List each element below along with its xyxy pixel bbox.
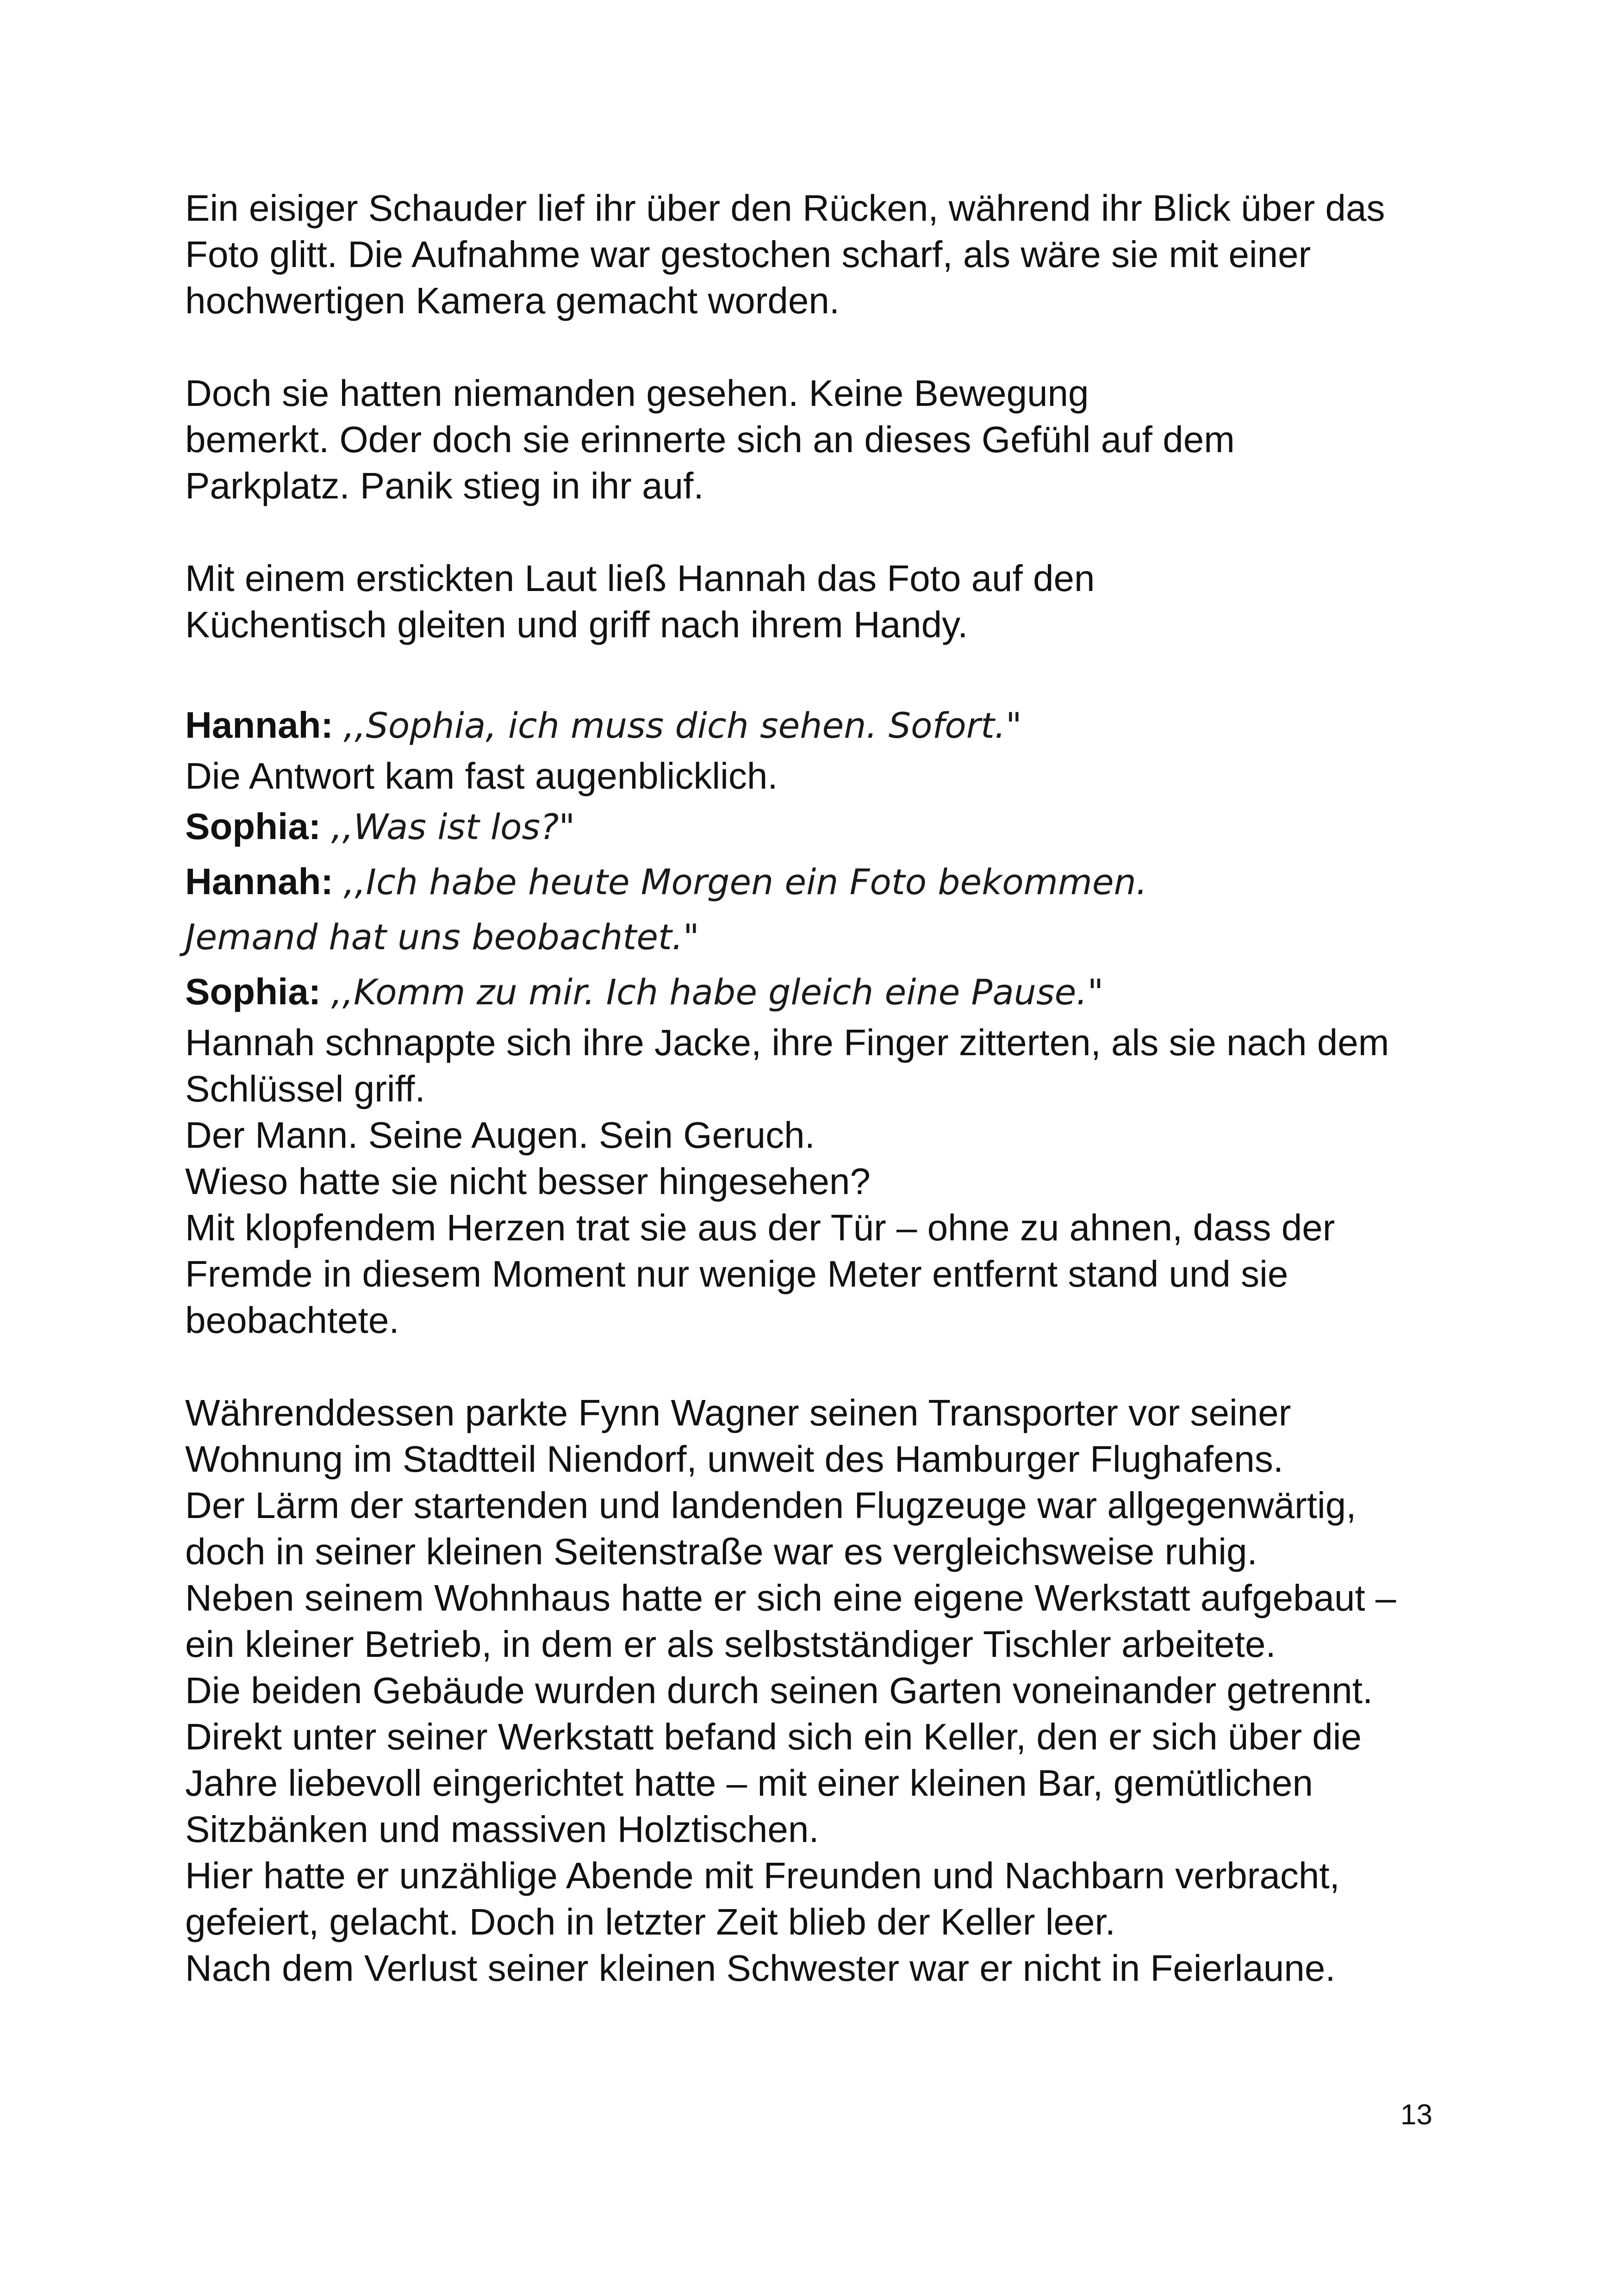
text-line: Mit klopfendem Herzen trat sie aus der Tür – ohne zu ahnen, dass der — [185, 1207, 1335, 1248]
dialogue-line-sophia-1 — [185, 799, 1462, 854]
speaker-name: Hannah: — [185, 704, 333, 746]
text-line: Die beiden Gebäude wurden durch seinen Garten voneinander getrennt. — [185, 1670, 1373, 1711]
narration-line: Die Antwort kam fast augenblicklich. — [185, 755, 778, 796]
text-line: Jahre liebevoll eingerichtet hatte – mit einer kleinen Bar, gemütlichen — [185, 1762, 1313, 1804]
text-line: Schlüssel griff. — [185, 1068, 425, 1109]
text-line: Direkt unter seiner Werkstatt befand sich ein Keller, den er sich über die — [185, 1716, 1362, 1757]
text-line: Doch sie hatten niemanden gesehen. Keine Bewegung — [185, 373, 1089, 414]
text-line: Hannah schnappte sich ihre Jacke, ihre Finger zitterten, als sie nach dem — [185, 1022, 1389, 1063]
text-line: beobachtete. — [185, 1300, 399, 1341]
message-text: ,,Komm zu mir. Ich habe gleich eine Pause." — [331, 971, 1104, 1013]
message-text: ,,Ich habe heute Morgen ein Foto bekommen. — [343, 861, 1147, 902]
text-line: Parkplatz. Panik stieg in ihr auf. — [185, 465, 704, 506]
speaker-name: Sophia: — [185, 806, 321, 847]
text-line: Der Mann. Seine Augen. Sein Geruch. — [185, 1114, 815, 1156]
message-text: Jemand hat uns beobachtet." — [185, 916, 699, 958]
speaker-name: Sophia: — [185, 971, 321, 1012]
text-line: Ein eisiger Schauder lief ihr über den Rücken, während ihr Blick über das — [185, 187, 1385, 229]
speaker-name: Hannah: — [185, 861, 333, 902]
text-line: Küchentisch gleiten und griff nach ihrem Handy. — [185, 604, 968, 645]
text-line: doch in seiner kleinen Seitenstraße war es vergleichsweise ruhig. — [185, 1531, 1257, 1572]
text-line: Nach dem Verlust seiner kleinen Schwester war er nicht in Feierlaune. — [185, 1948, 1336, 1989]
text-line: Mit einem erstickten Laut ließ Hannah das Foto auf den — [185, 558, 1095, 599]
page-number: 13 — [1400, 2099, 1432, 2131]
text-line: gefeiert, gelacht. Doch in letzter Zeit blieb der Keller leer. — [185, 1901, 1115, 1942]
message-text: ,,Sophia, ich muss dich sehen. Sofort." — [343, 705, 1022, 746]
text-line: hochwertigen Kamera gemacht worden. — [185, 280, 840, 321]
text-line: Der Lärm der startenden und landenden Flugzeuge war allgegenwärtig, — [185, 1485, 1357, 1526]
paragraph-gap — [185, 648, 1462, 698]
text-line: ein kleiner Betrieb, in dem er als selbstständiger Tischler arbeitete. — [185, 1624, 1276, 1665]
text-line: Wohnung im Stadtteil Niendorf, unweit des Hamburger Flughafens. — [185, 1438, 1284, 1480]
paragraph-schauder — [185, 185, 1462, 324]
text-line: Währenddessen parkte Fynn Wagner seinen Transporter vor seiner — [185, 1392, 1291, 1433]
paragraph-gap — [185, 1344, 1462, 1390]
dialogue-line-sophia-2 — [185, 964, 1462, 1020]
dialogue-continuation — [185, 909, 1462, 964]
paragraph-handy — [185, 555, 1462, 648]
text-line: bemerkt. Oder doch sie erinnerte sich an dieses Gefühl auf dem — [185, 419, 1235, 460]
page-body — [185, 185, 1462, 1991]
text-line: Neben seinem Wohnhaus hatte er sich eine eigene Werkstatt aufgebaut – — [185, 1577, 1396, 1618]
paragraph-jacke — [185, 1020, 1462, 1344]
paragraph-gap — [185, 509, 1462, 555]
text-line: Wieso hatte sie nicht besser hingesehen? — [185, 1161, 871, 1202]
paragraph-gap — [185, 324, 1462, 370]
paragraph-fynn — [185, 1390, 1462, 1991]
text-line: Foto glitt. Die Aufnahme war gestochen scharf, als wäre sie mit einer — [185, 234, 1311, 275]
paragraph-niemanden — [185, 370, 1462, 509]
message-text: ,,Was ist los?" — [331, 806, 575, 847]
text-line: Fremde in diesem Moment nur wenige Meter entfernt stand und sie — [185, 1253, 1288, 1294]
text-line: Sitzbänken und massiven Holztischen. — [185, 1809, 819, 1850]
dialogue-line-hannah-1 — [185, 698, 1462, 753]
dialogue-line-hannah-2 — [185, 854, 1462, 909]
text-line: Hier hatte er unzählige Abende mit Freunden und Nachbarn verbracht, — [185, 1855, 1340, 1896]
